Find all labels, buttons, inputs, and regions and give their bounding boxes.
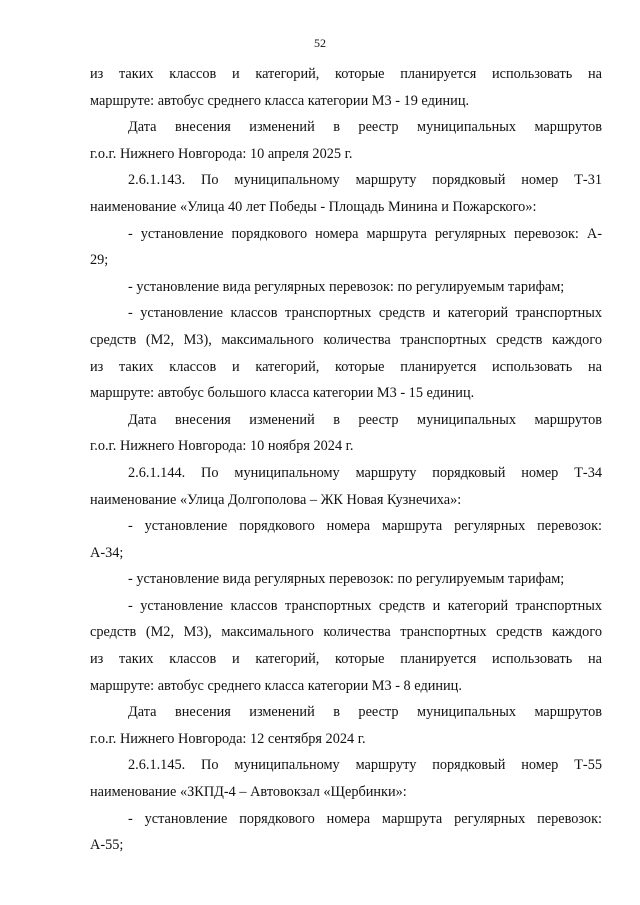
- text-line: наименование «Улица 40 лет Победы - Площадь Минина и Пожарского»:: [90, 198, 537, 215]
- text-line: Дата внесения изменений в реестр муниципальных маршрутов: [128, 411, 602, 428]
- text-line: маршруте: автобус большого класса категории М3 - 15 единиц.: [90, 385, 475, 402]
- text-line: - установление классов транспортных средств и категорий транспортных: [128, 597, 602, 614]
- page-number: 52: [314, 36, 326, 50]
- text-line: из таких классов и категорий, которые планируется использовать на: [90, 66, 602, 82]
- text-line: из таких классов и категорий, которые планируется использовать на: [90, 358, 602, 375]
- text-line: наименование «Улица Долгополова – ЖК Новая Кузнечиха»:: [90, 491, 462, 508]
- text-line: - установление порядкового номера маршрута регулярных перевозок:: [128, 810, 602, 827]
- text-line: Дата внесения изменений в реестр муниципальных маршрутов: [128, 119, 602, 136]
- text-line: наименование «ЗКПД-4 – Автовокзал «Щербинки»:: [90, 784, 407, 801]
- document-body: [90, 61, 602, 859]
- text-line: средств (М2, М3), максимального количества транспортных средств каждого: [90, 624, 602, 641]
- text-line: - установление классов транспортных средств и категорий транспортных: [128, 305, 602, 322]
- text-line: - установление порядкового номера маршрута регулярных перевозок:: [128, 518, 602, 535]
- text-line: 29;: [90, 252, 109, 269]
- text-line: 2.6.1.144. По муниципальному маршруту порядковый номер Т-34: [128, 464, 602, 481]
- text-line: - установление вида регулярных перевозок: по регулируемым тарифам;: [128, 278, 565, 295]
- text-line: Дата внесения изменений в реестр муниципальных маршрутов: [128, 704, 602, 721]
- text-line: из таких классов и категорий, которые планируется использовать на: [90, 651, 602, 668]
- text-line: средств (М2, М3), максимального количества транспортных средств каждого: [90, 331, 602, 348]
- text-line: 2.6.1.145. По муниципальному маршруту порядковый номер Т-55: [128, 757, 602, 774]
- text-line: - установление вида регулярных перевозок: по регулируемым тарифам;: [128, 571, 565, 588]
- text-line: А-55;: [90, 837, 124, 854]
- text-line: маршруте: автобус среднего класса категории М3 - 8 единиц.: [90, 677, 462, 694]
- text-line: 2.6.1.143. По муниципальному маршруту порядковый номер Т-31: [128, 172, 602, 189]
- text-line: г.о.г. Нижнего Новгорода: 10 ноября 2024 г.: [90, 438, 354, 455]
- text-line: г.о.г. Нижнего Новгорода: 12 сентября 2024 г.: [90, 730, 366, 747]
- text-line: А-34;: [90, 544, 124, 561]
- text-line: маршруте: автобус среднего класса категории М3 - 19 единиц.: [90, 92, 470, 109]
- text-line: г.о.г. Нижнего Новгорода: 10 апреля 2025 г.: [90, 145, 353, 162]
- text-line: - установление порядкового номера маршрута регулярных перевозок: А-: [128, 225, 602, 242]
